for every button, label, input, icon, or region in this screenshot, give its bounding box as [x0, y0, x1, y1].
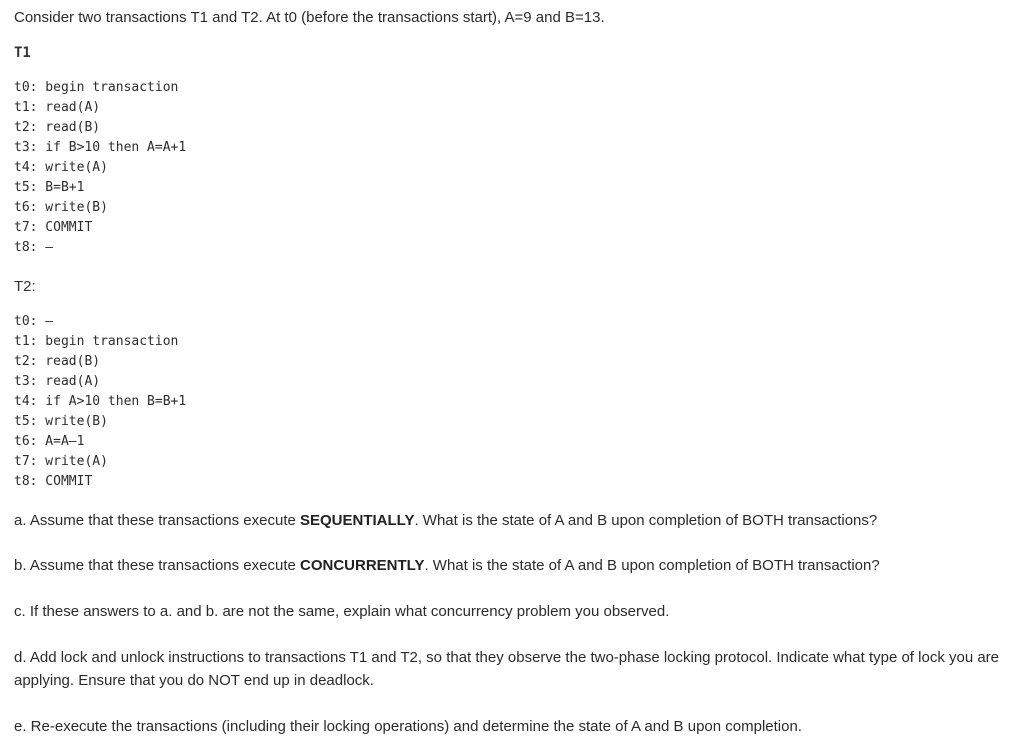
question-b-post: . What is the state of A and B upon completion of BOTH transaction? — [424, 557, 880, 574]
code-line: t7: COMMIT — [14, 220, 93, 235]
code-line: t0: – — [14, 314, 54, 329]
code-line: t8: COMMIT — [14, 474, 93, 489]
question-d: d. Add lock and unlock instructions to transactions T1 and T2, so that they observe the two-phase locking protocol. Indicate what type of lock you are applying. Ensure that you do NOT end up in deadlock. — [14, 649, 1000, 689]
code-line: t0: begin transaction — [14, 80, 179, 95]
question-e: e. Re-execute the transactions (including their locking operations) and determine the state of A and B upon completion. — [14, 718, 802, 735]
code-line: t6: A=A–1 — [14, 434, 85, 449]
code-line: t7: write(A) — [14, 454, 108, 469]
code-line: t2: read(B) — [14, 354, 101, 369]
t2-label: T2: — [14, 278, 36, 295]
code-line: t2: read(B) — [14, 120, 101, 135]
t1-label: T1 — [14, 45, 31, 61]
code-line: t5: write(B) — [14, 414, 108, 429]
question-a-post: . What is the state of A and B upon completion of BOTH transactions? — [414, 512, 878, 529]
code-line: t3: read(A) — [14, 374, 101, 389]
question-a-emphasis: SEQUENTIALLY — [300, 512, 415, 529]
intro-text: Consider two transactions T1 and T2. At t0 (before the transactions start), A=9 and B=13. — [14, 9, 605, 26]
code-line: t3: if B>10 then A=A+1 — [14, 140, 187, 155]
code-line: t5: B=B+1 — [14, 180, 85, 195]
question-a-pre: a. Assume that these transactions execute — [14, 512, 300, 529]
question-c: c. If these answers to a. and b. are not the same, explain what concurrency problem you observed. — [14, 603, 670, 620]
code-line: t8: – — [14, 240, 54, 255]
code-line: t4: if A>10 then B=B+1 — [14, 394, 187, 409]
question-a — [14, 509, 1004, 532]
question-b — [14, 554, 1004, 577]
question-b-pre: b. Assume that these transactions execute — [14, 557, 300, 574]
code-line: t6: write(B) — [14, 200, 108, 215]
t1-code-block — [14, 78, 186, 258]
question-b-emphasis: CONCURRENTLY — [300, 557, 425, 574]
code-line: t1: begin transaction — [14, 334, 179, 349]
code-line: t4: write(A) — [14, 160, 108, 175]
code-line: t1: read(A) — [14, 100, 101, 115]
t2-code-block — [14, 312, 186, 492]
